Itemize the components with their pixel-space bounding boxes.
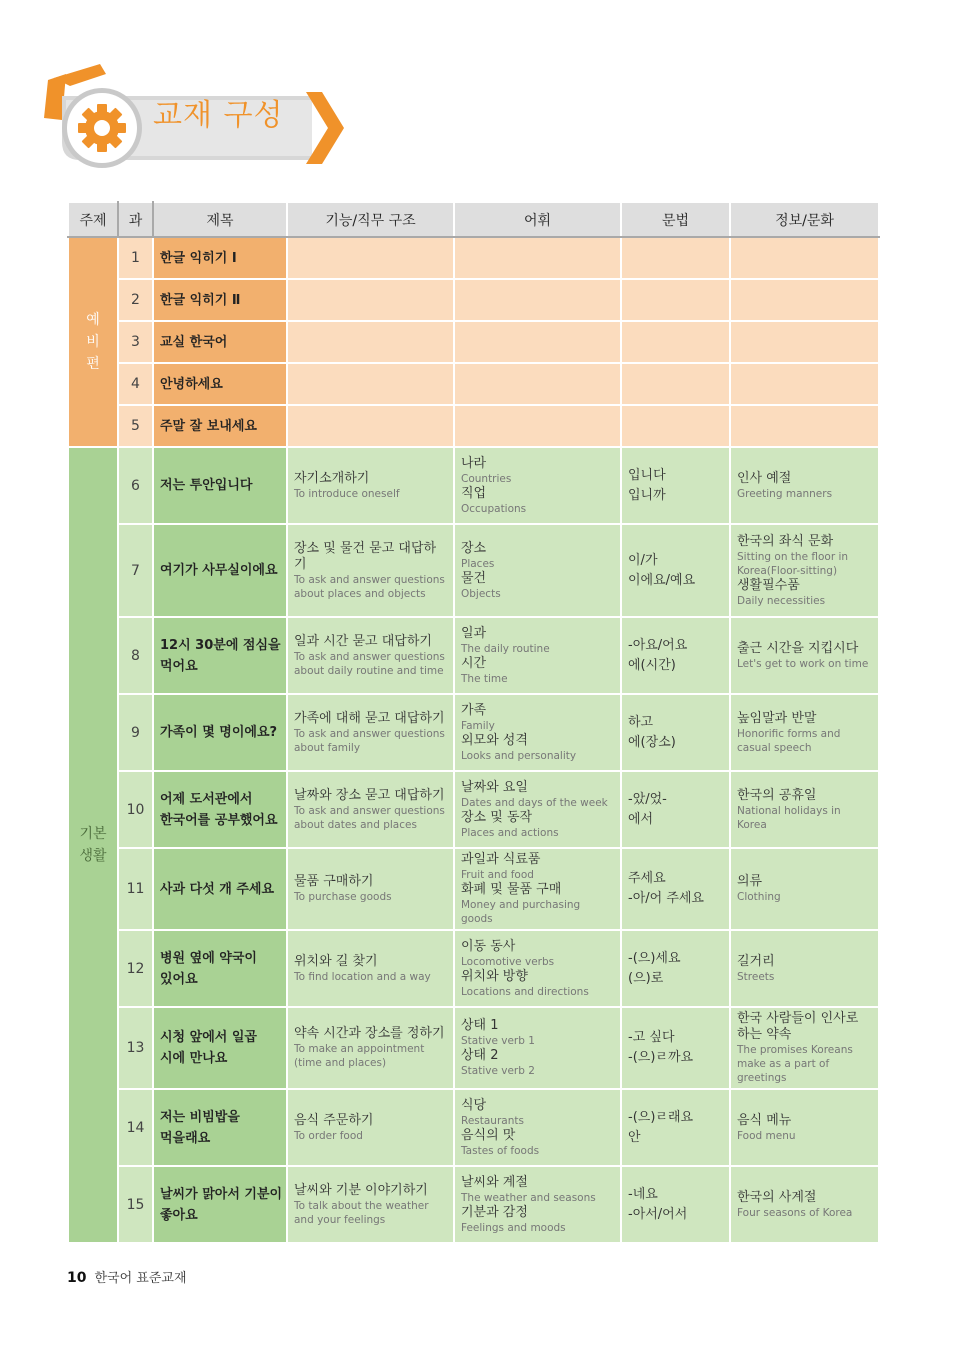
- culture-en: Sitting on the floor in Korea(Floor-sitting): [737, 550, 849, 577]
- lesson-number: 1: [118, 237, 153, 279]
- lesson-title-line: 시에 만나요: [160, 1051, 228, 1066]
- grammar-item: 주세요: [628, 871, 666, 886]
- empty-cell: [454, 405, 621, 447]
- page-title: 교재 구성: [153, 98, 284, 133]
- lesson-title-line: 한국어를 공부했어요: [160, 812, 278, 828]
- lesson-number: 13: [118, 1007, 153, 1089]
- function-cell: [287, 930, 454, 1007]
- empty-cell: [730, 237, 879, 279]
- gear-icon: [76, 102, 128, 154]
- empty-cell: [621, 237, 730, 279]
- culture-en: Food menu: [737, 1129, 796, 1142]
- lesson-number: 9: [118, 694, 153, 771]
- function-en: To ask and answer questions about daily routine and time: [294, 650, 445, 677]
- lesson-title: [153, 1089, 287, 1166]
- grammar-item: 이에요/예요: [628, 572, 696, 588]
- function-ko: 일과 시간 묻고 대답하기: [294, 633, 432, 649]
- lesson-title: 교실 한국어: [153, 321, 287, 363]
- lesson-number: 3: [118, 321, 153, 363]
- grammar-cell: [621, 694, 730, 771]
- vocab-cell: [454, 617, 621, 694]
- grammar-item: 안: [628, 1129, 641, 1145]
- vocab-ko: 음식의 맛: [461, 1127, 516, 1143]
- vocab-ko: 이동 동사: [461, 938, 516, 954]
- function-en: To ask and answer questions about family: [294, 727, 445, 754]
- table-row: [68, 1089, 879, 1166]
- grammar-item: -네요: [628, 1186, 658, 1202]
- culture-en: Daily necessities: [737, 594, 826, 607]
- function-en: To purchase goods: [294, 891, 392, 903]
- lesson-title-line: 먹을래요: [160, 1130, 211, 1146]
- culture-en: Let's get to work on time: [737, 657, 869, 670]
- vocab-en: Looks and personality: [461, 749, 577, 762]
- vocab-en: Family: [461, 719, 495, 732]
- function-ko: 음식 주문하기: [294, 1112, 374, 1128]
- culture-ko: 한국의 사계절: [737, 1189, 817, 1205]
- culture-cell: [730, 930, 879, 1007]
- vocab-cell: [454, 930, 621, 1007]
- lesson-title-line: 12시 30분에 점심을: [160, 637, 281, 653]
- table-row: [68, 447, 879, 524]
- function-cell: [287, 1166, 454, 1243]
- vocab-en: The daily routine: [461, 642, 550, 655]
- grammar-item: 하고: [628, 714, 654, 730]
- lesson-title-line: 사과 다섯 개 주세요: [160, 881, 275, 897]
- column-header-title: 제목: [153, 202, 287, 237]
- vocab-en: Locomotive verbs: [461, 955, 555, 968]
- lesson-title: [153, 694, 287, 771]
- lesson-number: 15: [118, 1166, 153, 1243]
- column-header-vocab: 어휘: [454, 202, 621, 237]
- vocab-ko: 기분과 감정: [461, 1204, 528, 1220]
- vocab-cell: [454, 1166, 621, 1243]
- lesson-number: 8: [118, 617, 153, 694]
- vocab-en: Countries: [461, 472, 512, 485]
- vocab-ko: 직업: [461, 485, 487, 501]
- function-en: To order food: [294, 1129, 363, 1142]
- function-ko: 위치와 길 찾기: [294, 953, 378, 969]
- culture-ko: 음식 메뉴: [737, 1112, 792, 1128]
- lesson-title-line: 여기가 사무실이에요: [160, 563, 278, 578]
- culture-cell: [730, 524, 879, 617]
- vocab-ko: 상태 2: [461, 1048, 499, 1063]
- grammar-item: 입니까: [628, 487, 666, 503]
- culture-ko: 한국 사람들이 인사로 하는 약속: [737, 1011, 859, 1042]
- empty-cell: [730, 363, 879, 405]
- lesson-title: 주말 잘 보내세요: [153, 405, 287, 447]
- culture-cell: [730, 771, 879, 848]
- grammar-item: -아요/어요: [628, 637, 688, 653]
- vocab-cell: [454, 694, 621, 771]
- function-cell: [287, 524, 454, 617]
- theme-cell-basic: [68, 447, 118, 1243]
- table-row: [68, 930, 879, 1007]
- table-row: [68, 405, 879, 447]
- empty-cell: [621, 363, 730, 405]
- page-number: 10: [67, 1270, 87, 1286]
- grammar-cell: [621, 447, 730, 524]
- empty-cell: [730, 321, 879, 363]
- column-header-function: 기능/직무 구조: [287, 202, 454, 237]
- lesson-title: [153, 848, 287, 930]
- empty-cell: [621, 279, 730, 321]
- grammar-item: 입니다: [628, 467, 666, 483]
- table-row: [68, 363, 879, 405]
- vocab-en: Fruit and food: [461, 869, 534, 881]
- grammar-item: 에(장소): [628, 734, 676, 750]
- lesson-title: [153, 524, 287, 617]
- lesson-title: [153, 1166, 287, 1243]
- lesson-number: 6: [118, 447, 153, 524]
- function-en: To introduce oneself: [294, 487, 400, 500]
- lesson-title: [153, 1007, 287, 1089]
- theme-cell-prep: [68, 237, 118, 447]
- lesson-title-line: 어제 도서관에서: [160, 791, 253, 807]
- vocab-en: The time: [461, 672, 508, 685]
- table-row: [68, 848, 879, 930]
- culture-en: Streets: [737, 970, 775, 983]
- preparation-section: [68, 237, 879, 447]
- culture-cell: [730, 1007, 879, 1089]
- empty-cell: [730, 279, 879, 321]
- lesson-number: 4: [118, 363, 153, 405]
- lesson-title-line: 가족이 몇 명이에요?: [160, 725, 278, 740]
- culture-ko: 한국의 공휴일: [737, 787, 817, 803]
- culture-en: Honorific forms and casual speech: [737, 727, 841, 754]
- table-row: [68, 1166, 879, 1243]
- lesson-title: 안녕하세요: [153, 363, 287, 405]
- lesson-title-line: 병원 옆에 약국이: [160, 950, 257, 966]
- lesson-title-line: 먹어요: [160, 658, 198, 674]
- empty-cell: [730, 405, 879, 447]
- culture-cell: [730, 447, 879, 524]
- vocab-ko: 화폐 및 물품 구매: [461, 882, 562, 897]
- column-header-culture: 정보/문화: [730, 202, 879, 237]
- vocab-ko: 나라: [461, 455, 487, 471]
- grammar-cell: [621, 1007, 730, 1089]
- function-ko: 날씨와 기분 이야기하기: [294, 1182, 428, 1198]
- culture-ko: 출근 시간을 지킵시다: [737, 640, 859, 656]
- function-ko: 가족에 대해 묻고 대답하기: [294, 710, 445, 726]
- vocab-ko: 장소 및 동작: [461, 809, 533, 825]
- table-row: [68, 279, 879, 321]
- vocab-ko: 상태 1: [461, 1018, 499, 1033]
- theme-label: 기본: [79, 826, 107, 842]
- grammar-item: -았/었-: [628, 791, 667, 807]
- lesson-number: 12: [118, 930, 153, 1007]
- function-cell: [287, 771, 454, 848]
- lesson-number: 5: [118, 405, 153, 447]
- culture-ko: 한국의 좌식 문화: [737, 533, 834, 549]
- lesson-number: 14: [118, 1089, 153, 1166]
- vocab-en: Stative verb 1: [461, 1035, 535, 1047]
- culture-ko: 길거리: [737, 953, 775, 969]
- function-en: To ask and answer questions about dates and places: [294, 804, 445, 831]
- function-en: To ask and answer questions about places and objects: [294, 573, 445, 600]
- culture-en: National holidays in Korea: [737, 804, 841, 831]
- vocab-cell: [454, 1007, 621, 1089]
- page-footer: [67, 1267, 187, 1286]
- table-row: [68, 771, 879, 848]
- vocab-en: The weather and seasons: [461, 1191, 596, 1204]
- culture-cell: [730, 1166, 879, 1243]
- section-banner: [40, 60, 350, 170]
- lesson-number: 11: [118, 848, 153, 930]
- empty-cell: [287, 321, 454, 363]
- function-cell: [287, 617, 454, 694]
- column-header-lesson: 과: [118, 202, 153, 237]
- lesson-title-line: 저는 투안입니다: [160, 478, 253, 493]
- lesson-title-line: 시청 앞에서 일곱: [160, 1030, 257, 1045]
- table-row: [68, 321, 879, 363]
- function-en: To find location and a way: [294, 970, 431, 983]
- function-en: To make an appointment (time and places): [294, 1043, 425, 1069]
- culture-en: The promises Koreans make as a part of greetings: [737, 1044, 853, 1084]
- grammar-cell: [621, 848, 730, 930]
- table-row: [68, 694, 879, 771]
- function-cell: [287, 848, 454, 930]
- lesson-title: 한글 익히기 Ⅰ: [153, 237, 287, 279]
- culture-ko: 인사 예절: [737, 470, 792, 486]
- culture-cell: [730, 617, 879, 694]
- vocab-en: Restaurants: [461, 1114, 524, 1127]
- vocab-en: Places: [461, 557, 495, 570]
- theme-label: 생활: [79, 848, 107, 864]
- vocab-ko: 일과: [461, 625, 487, 641]
- function-ko: 자기소개하기: [294, 470, 370, 486]
- empty-cell: [454, 237, 621, 279]
- vocab-en: Occupations: [461, 502, 527, 515]
- grammar-item: -(으)세요: [628, 950, 681, 966]
- vocab-en: Locations and directions: [461, 985, 589, 998]
- curriculum-table: [67, 201, 880, 1244]
- function-ko: 장소 및 물건 묻고 대답하기: [294, 540, 437, 572]
- grammar-item: -아/어 주세요: [628, 891, 704, 906]
- book-title: 한국어 표준교재: [94, 1271, 187, 1286]
- grammar-item: 에(시간): [628, 657, 676, 673]
- vocab-ko: 위치와 방향: [461, 968, 528, 984]
- grammar-item: -아서/어서: [628, 1206, 688, 1222]
- grammar-item: 이/가: [628, 552, 658, 568]
- vocab-ko: 가족: [461, 702, 487, 718]
- grammar-item: -(으)ㄹ까요: [628, 1050, 694, 1065]
- grammar-item: -(으)ㄹ래요: [628, 1109, 694, 1125]
- empty-cell: [454, 321, 621, 363]
- culture-en: Four seasons of Korea: [737, 1206, 853, 1219]
- grammar-cell: [621, 771, 730, 848]
- empty-cell: [287, 237, 454, 279]
- vocab-ko: 과일과 식료품: [461, 852, 541, 867]
- table-row: [68, 237, 879, 279]
- function-cell: [287, 1007, 454, 1089]
- empty-cell: [621, 321, 730, 363]
- column-header-topic: 주제: [68, 202, 118, 237]
- function-en: To talk about the weather and your feelings: [294, 1199, 429, 1226]
- table-header-row: [68, 202, 879, 237]
- column-header-grammar: 문법: [621, 202, 730, 237]
- lesson-title: [153, 771, 287, 848]
- vocab-cell: [454, 447, 621, 524]
- empty-cell: [287, 405, 454, 447]
- vocab-cell: [454, 848, 621, 930]
- function-cell: [287, 447, 454, 524]
- vocab-en: Money and purchasing goods: [461, 899, 581, 925]
- lesson-title-line: 날씨가 맑아서 기분이: [160, 1186, 283, 1202]
- function-ko: 약속 시간과 장소를 정하기: [294, 1026, 445, 1041]
- lesson-title-line: 좋아요: [160, 1207, 198, 1223]
- grammar-cell: [621, 1166, 730, 1243]
- culture-cell: [730, 1089, 879, 1166]
- lesson-title: [153, 930, 287, 1007]
- function-ko: 날짜와 장소 묻고 대답하기: [294, 787, 445, 803]
- culture-ko: 의류: [737, 874, 763, 889]
- basic-life-section: [68, 447, 879, 1243]
- vocab-en: Stative verb 2: [461, 1065, 535, 1077]
- vocab-ko: 외모와 성격: [461, 732, 528, 748]
- culture-en: Clothing: [737, 891, 781, 903]
- grammar-cell: [621, 1089, 730, 1166]
- empty-cell: [621, 405, 730, 447]
- grammar-cell: [621, 617, 730, 694]
- function-cell: [287, 694, 454, 771]
- table-row: [68, 1007, 879, 1089]
- empty-cell: [454, 279, 621, 321]
- empty-cell: [287, 363, 454, 405]
- theme-label: 예: [86, 312, 100, 328]
- grammar-item: -고 싶다: [628, 1030, 675, 1045]
- vocab-cell: [454, 1089, 621, 1166]
- lesson-number: 10: [118, 771, 153, 848]
- culture-en: Greeting manners: [737, 487, 833, 500]
- lesson-title: 한글 익히기 Ⅱ: [153, 279, 287, 321]
- vocab-ko: 물건: [461, 570, 487, 586]
- vocab-en: Tastes of foods: [461, 1144, 540, 1157]
- lesson-title: [153, 617, 287, 694]
- vocab-ko: 장소: [461, 540, 487, 556]
- culture-cell: [730, 694, 879, 771]
- lesson-number: 2: [118, 279, 153, 321]
- function-ko: 물품 구매하기: [294, 874, 374, 889]
- lesson-title: [153, 447, 287, 524]
- grammar-cell: [621, 524, 730, 617]
- vocab-en: Objects: [461, 587, 501, 600]
- grammar-item: (으)로: [628, 970, 664, 986]
- vocab-ko: 시간: [461, 655, 487, 671]
- theme-label: 비: [86, 334, 100, 350]
- culture-ko: 생활필수품: [737, 577, 800, 593]
- table-row: [68, 524, 879, 617]
- vocab-cell: [454, 524, 621, 617]
- vocab-ko: 식당: [461, 1097, 487, 1113]
- vocab-en: Places and actions: [461, 826, 559, 839]
- vocab-ko: 날짜와 요일: [461, 779, 528, 795]
- culture-cell: [730, 848, 879, 930]
- grammar-cell: [621, 930, 730, 1007]
- vocab-en: Feelings and moods: [461, 1221, 566, 1234]
- vocab-ko: 날씨와 계절: [461, 1174, 528, 1190]
- vocab-en: Dates and days of the week: [461, 796, 608, 809]
- empty-cell: [454, 363, 621, 405]
- theme-label: 편: [86, 356, 100, 372]
- empty-cell: [287, 279, 454, 321]
- lesson-title-line: 저는 비빔밥을: [160, 1109, 240, 1125]
- vocab-cell: [454, 771, 621, 848]
- grammar-item: 에서: [628, 811, 654, 827]
- table-row: [68, 617, 879, 694]
- lesson-number: 7: [118, 524, 153, 617]
- culture-ko: 높임말과 반말: [737, 710, 817, 726]
- function-cell: [287, 1089, 454, 1166]
- lesson-title-line: 있어요: [160, 971, 198, 987]
